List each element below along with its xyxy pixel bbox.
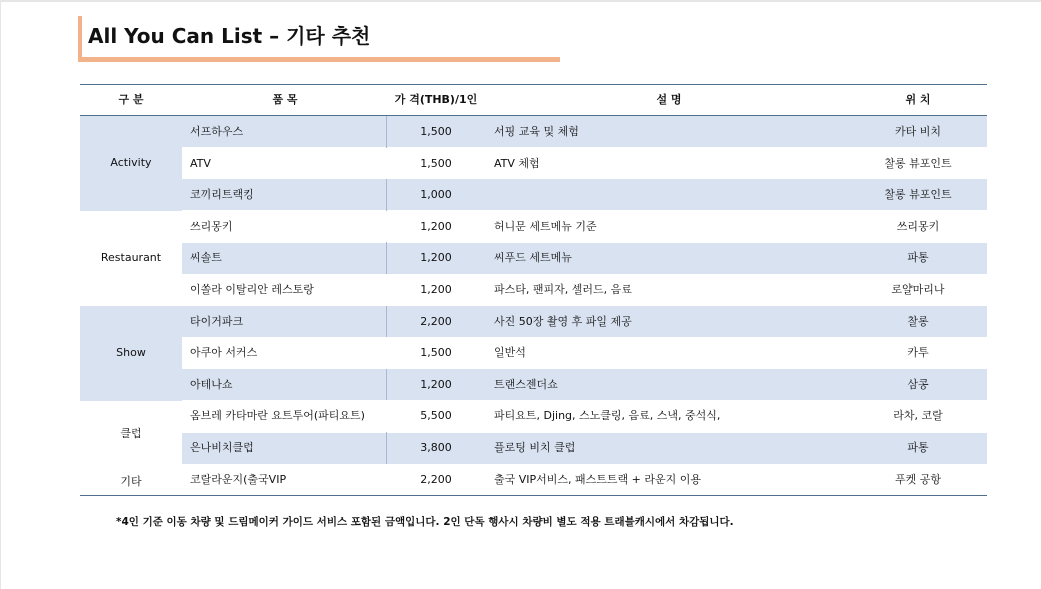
cell-description: 씨푸드 세트메뉴 [494, 251, 572, 265]
cell-price: 1,500 [420, 346, 452, 360]
table-row [80, 306, 987, 338]
cell-price: 1,500 [420, 125, 452, 138]
cell-location: 로얄마리나 [891, 283, 945, 296]
table-row [80, 179, 987, 211]
cell-price: 5,500 [420, 409, 452, 423]
cell-location: 찰롱 [907, 314, 929, 328]
cell-item: 서프하우스 [190, 125, 244, 138]
title-underline [78, 57, 560, 62]
cell-location: 푸켓 공항 [894, 472, 941, 486]
cell-description: 서핑 교육 및 체험 [494, 125, 579, 138]
cell-description: 허니문 세트메뉴 기준 [494, 219, 597, 233]
cell-location: 카타 비치 [894, 125, 941, 138]
table-row [80, 400, 987, 432]
table-top-rule [80, 84, 987, 85]
table-row [80, 148, 987, 180]
cell-location: 쓰리몽키 [896, 219, 940, 233]
cell-item: 아쿠아 서커스 [190, 346, 258, 360]
cell-item: 씨솔트 [190, 251, 222, 265]
cell-price: 1,000 [420, 188, 452, 202]
cell-price: 1,200 [420, 377, 452, 391]
cell-item: 은나비치클럽 [190, 441, 254, 454]
cell-location: 찰롱 뷰포인트 [884, 188, 952, 202]
cell-location: 파통 [907, 441, 929, 454]
cell-location: 찰롱 뷰포인트 [884, 156, 952, 170]
cell-description: 일반석 [494, 346, 526, 360]
category-activity: Activity [110, 156, 152, 169]
cell-location: 카투 [907, 346, 929, 360]
cell-price: 3,800 [420, 441, 452, 454]
frame-left-border [0, 0, 1, 589]
cell-price: 1,500 [420, 156, 452, 170]
table-row [80, 369, 987, 401]
table-row [80, 274, 987, 306]
cell-description: 파스타, 팬피자, 셀러드, 음료 [494, 283, 632, 296]
page-title: All You Can List – 기타 추천 [88, 24, 371, 48]
cell-description: 트랜스젠더쇼 [494, 377, 558, 391]
cell-price: 2,200 [420, 314, 452, 328]
cell-price: 1,200 [420, 283, 452, 296]
cell-item: 쓰리몽키 [190, 219, 233, 233]
table-row [80, 211, 987, 243]
cell-description: 사진 50장 촬영 후 파일 제공 [494, 314, 632, 328]
cell-price: 1,200 [420, 219, 452, 233]
category-restaurant: Restaurant [100, 251, 162, 264]
header-category: 구 분 [118, 93, 144, 106]
cell-item: 코랄라운지(출국VIP [190, 472, 287, 486]
table-bottom-rule [80, 495, 987, 496]
cell-item: 아테나쇼 [190, 377, 233, 391]
category-club: 클럽 [120, 427, 142, 440]
cell-location: 파통 [907, 251, 929, 265]
table-row [80, 432, 987, 464]
cell-location: 라차, 코랄 [893, 409, 943, 423]
table-row [80, 337, 987, 369]
table-row [80, 116, 987, 148]
cell-description: ATV 체험 [494, 156, 540, 170]
header-location: 위 치 [905, 93, 931, 106]
header-item: 품 목 [272, 93, 298, 106]
cell-item: 옴브레 카타마란 요트투어(파티요트) [190, 409, 365, 423]
category-etc: 기타 [120, 475, 142, 488]
cell-price: 2,200 [420, 472, 452, 486]
header-description: 설 명 [656, 93, 682, 106]
cell-location: 삼콩 [907, 377, 929, 391]
cell-description [494, 179, 864, 211]
header-price: 가 격(THB)/1인 [394, 93, 478, 106]
cell-description: 파티요트, Djing, 스노클링, 음료, 스낵, 중석식, [494, 409, 721, 423]
cell-description: 출국 VIP서비스, 패스트트랙 + 라운지 이용 [494, 472, 701, 486]
cell-item: 코끼리트랙킹 [190, 188, 254, 202]
cell-item: 타이거파크 [190, 314, 244, 328]
cell-price: 1,200 [420, 251, 452, 265]
footnote: *4인 기준 이동 차량 및 드림메이커 가이드 서비스 포함된 금액입니다. 2인 단독 행사시 차량비 별도 적용 트래블캐시에서 차감됩니다. [116, 516, 734, 528]
table-row [80, 464, 987, 496]
title-accent-bar [78, 16, 82, 62]
frame-top-border [0, 0, 1041, 2]
cell-description: 플로팅 비치 클럽 [494, 441, 576, 454]
table-row [80, 242, 987, 274]
cell-item: 이쏠라 이탈리안 레스토랑 [190, 283, 314, 296]
cell-item: ATV [190, 156, 211, 170]
category-show: Show [116, 346, 146, 359]
